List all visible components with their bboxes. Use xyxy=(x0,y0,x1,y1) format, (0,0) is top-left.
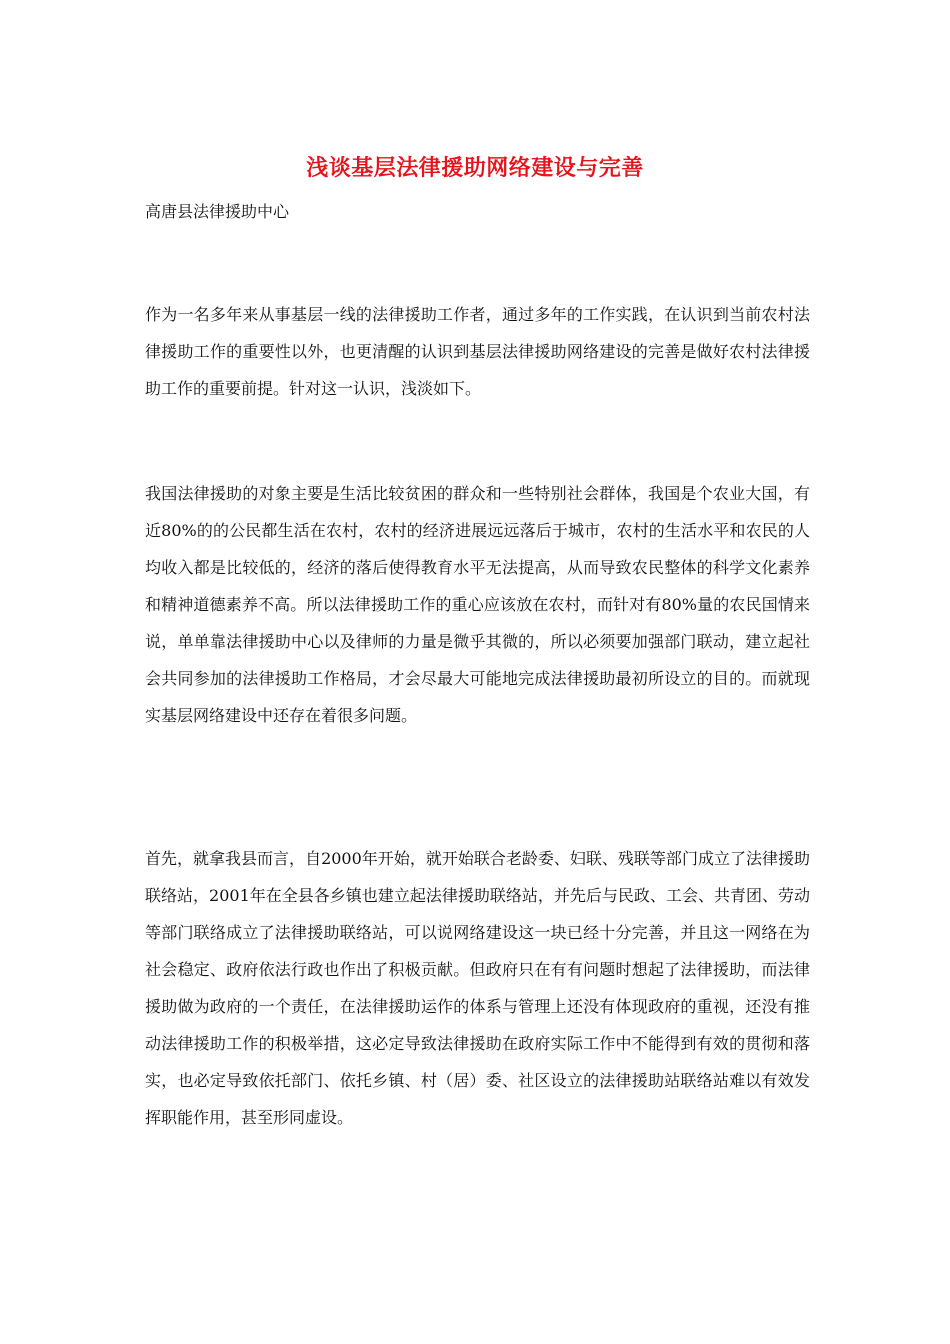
paragraph-intro: 作为一名多年来从事基层一线的法律援助工作者，通过多年的工作实践，在认识到当前农村法律援助工作的重要性以外，也更清醒的认识到基层法律援助网络建设的完善是做好农村法律援助工作的重要前提。针对这一认识，浅淡如下。 xyxy=(145,305,810,398)
paragraph-first-point: 首先，就拿我县而言，自2000年开始，就开始联合老龄委、妇联、残联等部门成立了法律援助联络站，2001年在全县各乡镇也建立起法律援助联络站，并先后与民政、工会、共青团、劳动等部门联络成立了法律援助联络站，可以说网络建设这一块已经十分完善，并且这一网络在为社会稳定、政府依法行政也作出了积极贡献。但政府只在有有问题时想起了法律援助，而法律援助做为政府的一个责任，在法律援助运作的体系与管理上还没有体现政府的重视，还没有推动法律援助工作的积极举措，这必定导致法律援助在政府实际工作中不能得到有效的贯彻和落实，也必定导致依托部门、依托乡镇、村（居）委、社区设立的法律援助站联络站难以有效发挥职能作用，甚至形同虚设。 xyxy=(145,849,810,1127)
document-author: 高唐县法律援助中心 xyxy=(145,202,290,221)
paragraph-background: 我国法律援助的对象主要是生活比较贫困的群众和一些特别社会群体，我国是个农业大国，有近80%的的公民都生活在农村，农村的经济进展远远落后于城市，农村的生活水平和农民的人均收入都是比较低的，经济的落后使得教育水平无法提高，从而导致农民整体的科学文化素养和精神道德素养不高。所以法律援助工作的重心应该放在农村，而针对有80%量的农民国情来说，单单靠法律援助中心以及律师的力量是微乎其微的，所以必须要加强部门联动，建立起社会共同参加的法律援助工作格局，才会尽最大可能地完成法律援助最初所设立的目的。而就现实基层网络建设中还存在着很多问题。 xyxy=(145,484,810,725)
document-title: 浅谈基层法律援助网络建设与完善 xyxy=(306,155,644,181)
